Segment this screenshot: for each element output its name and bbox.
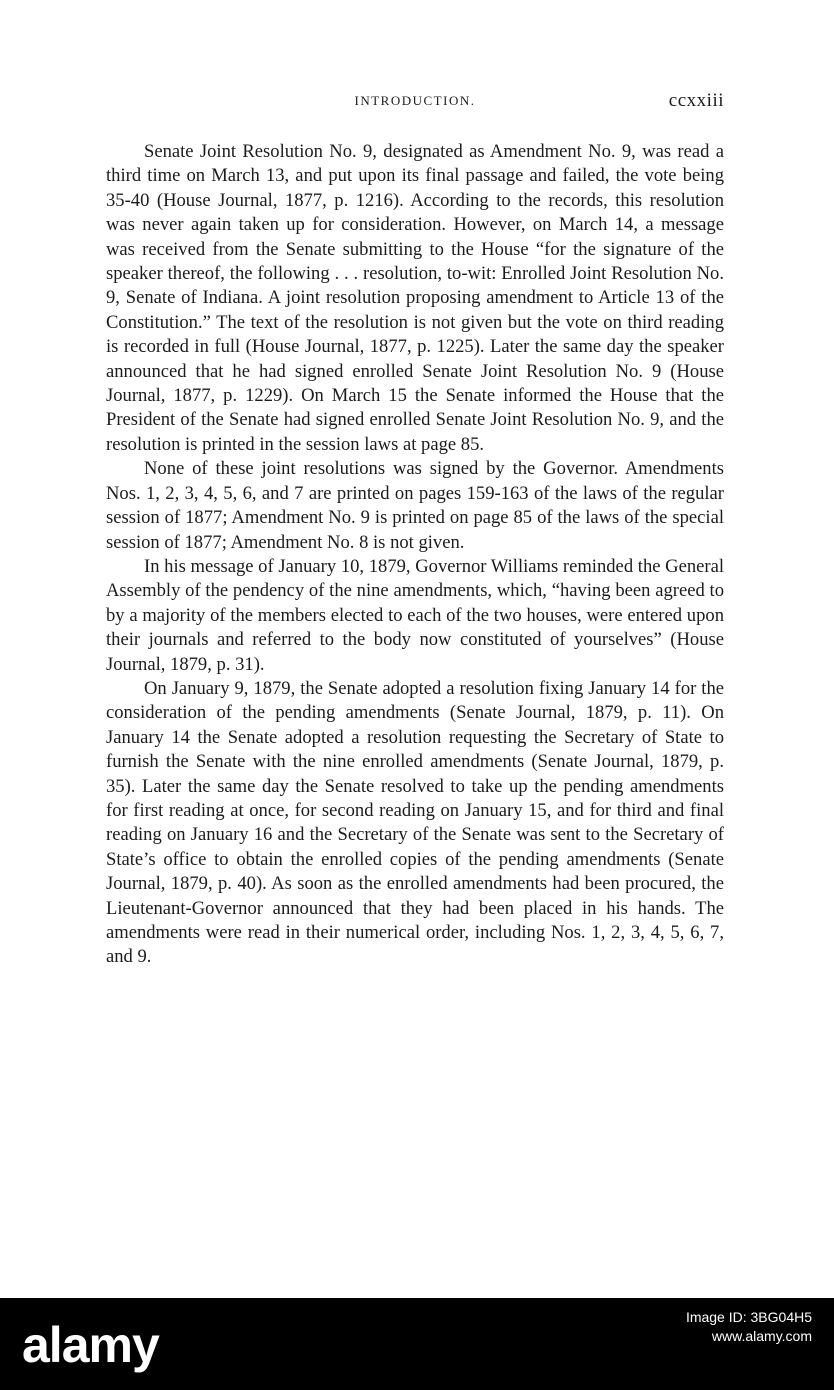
page-header — [106, 90, 724, 114]
image-id-block — [686, 1308, 812, 1346]
paragraph: On January 9, 1879, the Senate adopted a resolution fixing January 14 for the consideration of the pending amendments (Senate Journal, 1879, p. 11). On January 14 the Senate adopted a resolution requesting the Secretary of State to furnish the Senate with the nine enrolled amendments (Senate Journal, 1879, p. 35). Later the same day the Senate resolved to take up the pending amendments for first reading at once, for second reading on January 15, and for third and final reading on January 16 and the Secretary of the Senate was sent to the Secretary of State’s office to obtain the enrolled copies of the pending amendments (Senate Journal, 1879, p. 40). As soon as the enrolled amendments had been procured, the Lieutenant-Governor announced that they had been placed in his hands. The amendments were read in their numerical order, including Nos. 1, 2, 3, 4, 5, 6, 7, and 9. — [106, 677, 724, 968]
body-text — [106, 140, 724, 970]
image-id: Image ID: 3BG04H5 — [685, 1309, 812, 1325]
running-head: INTRODUCTION. — [354, 93, 476, 108]
paragraph: None of these joint resolutions was signed by the Governor. Amendments Nos. 1, 2, 3, 4, 5, 6, and 7 are printed on pages 159-163 of the laws of the regular session of 1877; Amendment No. 9 is printed on page 85 of the laws of the special session of 1877; Amendment No. 8 is not given. — [106, 458, 724, 553]
brand-logo: alamy — [22, 1317, 159, 1373]
page-number: ccxxiii — [668, 90, 724, 111]
paragraph: Senate Joint Resolution No. 9, designated as Amendment No. 9, was read a third time on March 13, and put upon its final passage and failed, the vote being 35-40 (House Journal, 1877, p. 1216). According to the records, this resolution was never again taken up for consideration. However, on March 14, a message was received from the Senate submitting to the House “for the signature of the speaker thereof, the following . . . resolution, to-wit: Enrolled Joint Resolution No. 9, Senate of Indiana. A joint resolution proposing amendment to Article 13 of the Constitution.” The text of the resolution is not given but the vote on third reading is recorded in full (House Journal, 1877, p. 1225). Later the same day the speaker announced that he had signed enrolled Senate Joint Resolution No. 9 (House Journal, 1877, p. 1229). On March 15 the Senate informed the House that the President of the Senate had signed enrolled Senate Joint Resolution No. 9, and the resolution is printed in the session laws at page 85. — [106, 141, 724, 455]
watermark-bar — [0, 1298, 834, 1390]
paragraph: In his message of January 10, 1879, Governor Williams reminded the General Assembly of the pendency of the nine amendments, which, “having been agreed to by a majority of the members elected to each of the two houses, were entered upon their journals and referred to the body now constituted of yourselves” (House Journal, 1879, p. 31). — [106, 555, 724, 675]
site-url: www.alamy.com — [711, 1328, 812, 1344]
